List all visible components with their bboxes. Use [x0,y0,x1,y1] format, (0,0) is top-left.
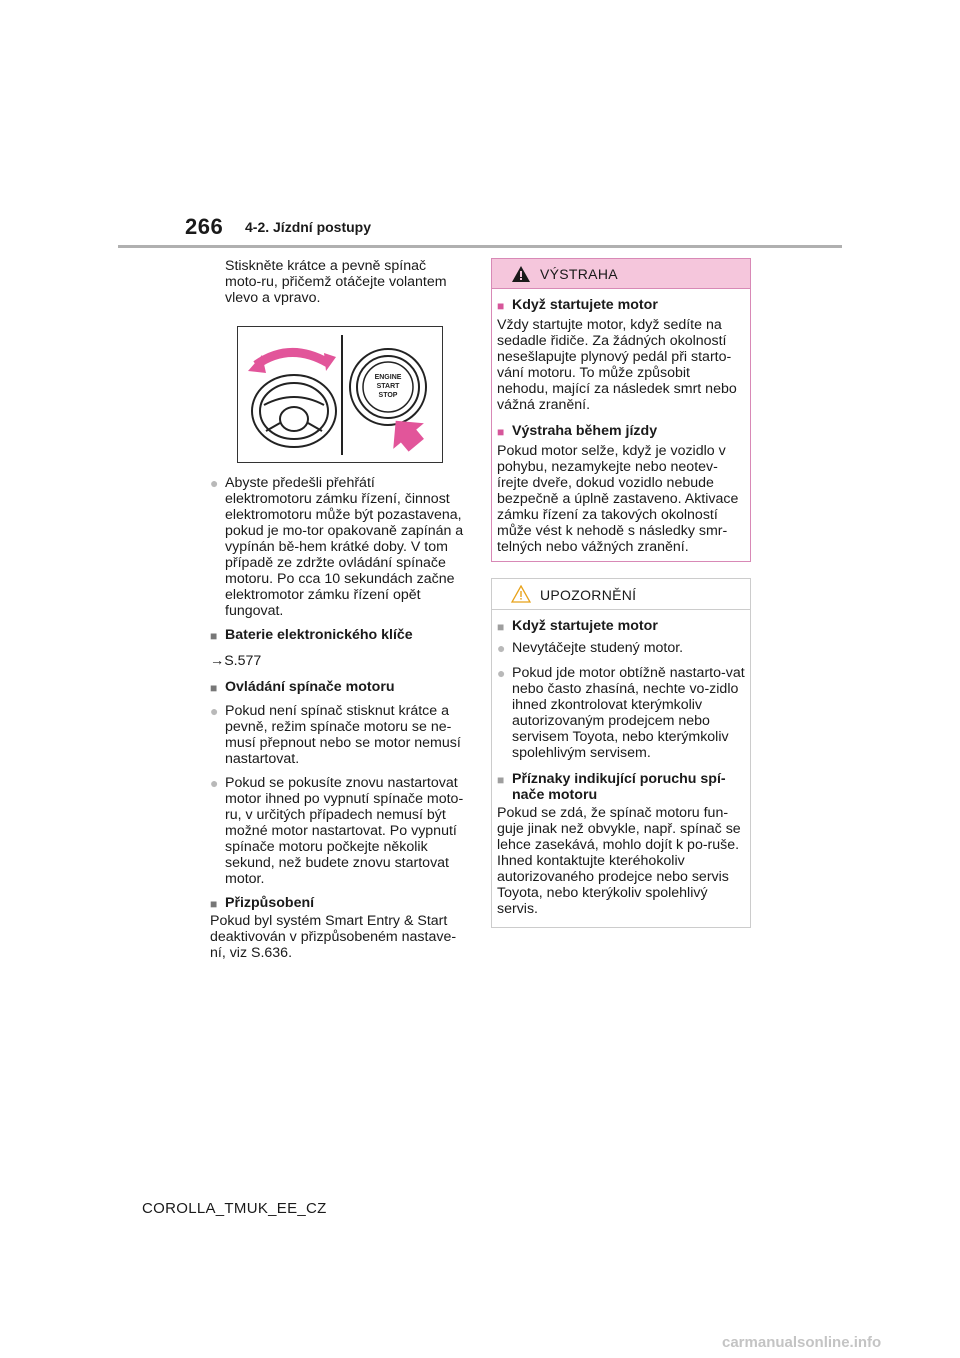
stop-label: STOP [378,392,398,399]
square-icon: ■ [497,620,505,634]
warning-header [492,259,750,289]
caution-heading: Když startujete motor [512,618,658,634]
list-item [497,618,745,634]
caution-title: UPOZORNĚNÍ [540,587,637,603]
operation-heading: Ovládání spínače motoru [225,679,395,695]
square-icon: ■ [210,681,218,695]
page-number: 266 [185,214,224,239]
battery-ref-text: →S.577 [210,653,262,669]
bullet-text: Abyste předešli přehřátí elektromotoru zámku řízení, činnost elektromotoru může být pozastavena, pokud je mo-tor opakovaně zapínán a vypínán bě-hem krátké doby. V tom případě ze zdržte ovládání spínače motoru. Po cca 10 sekundách začne elektromotor zámku řízení opět fungovat. [225,475,464,619]
list-item [497,640,745,656]
custom-text: Pokud byl systém Smart Entry & Start deaktivován v přizpůsobeném nastave-ní, viz S.636. [210,913,457,961]
left-column [210,258,465,961]
caution-heading: Příznaky indikující poruchu spí-nače motoru [512,771,726,803]
bullet-text: Pokud se pokusíte znovu nastartovat motor ihned po vypnutí spínače moto-ru, v určitých případech nemusí být možné motor nastartovat. Po vypnutí spínače motoru počkejte několik sekund, než budete znovu startovat motor. [225,775,464,887]
warning-text: Vždy startujte motor, když sedíte na sedadle řidiče. Za žádných okolností nesešlapujte plynový pedál při starto-vání motoru. To může způsobit nehodu, mající za následek smrt nebo vážná zranění. [497,317,737,413]
list-item [210,627,465,643]
rotate-arrow-icon [256,352,328,365]
warning-title: VÝSTRAHA [540,266,618,282]
square-icon: ■ [210,897,218,911]
warning-heading: Když startujete motor [512,297,658,313]
footer-model-code: COROLLA_TMUK_EE_CZ [142,1200,327,1217]
bullet-text: Pokud není spínač stisknut krátce a pevně, režim spínače motoru se ne-musí přepnout nebo se motor nemusí nastartovat. [225,703,461,767]
warning-heading: Výstraha během jízdy [512,423,658,439]
watermark: carmanualsonline.info [722,1334,882,1351]
section-title: 4-2. Jízdní postupy [245,219,372,235]
list-item [497,771,745,803]
list-item [210,703,465,767]
start-label: START [376,383,400,390]
bullet-icon: ● [210,475,219,491]
square-icon: ■ [497,299,505,313]
square-icon: ■ [210,629,218,643]
bullet-icon: ● [497,665,506,681]
intro-text: Stiskněte krátce a pevně spínač moto-ru, přičemž otáčejte volantem vlevo a vpravo. [225,258,447,306]
header-rule [118,245,842,248]
steering-wheel-icon [252,375,336,447]
custom-heading: Přizpůsobení [225,895,315,911]
list-item [210,775,465,887]
engine-start-button-icon [350,349,426,425]
caution-text: Pokud se zdá, že spínač motoru fun-guje jinak než obvykle, např. spínač se lehce zasekává, mohlo dojít k po-ruše. Ihned kontaktujte kteréhokoliv autorizovaného prodejce nebo servis Toyota, nebo kterýkoliv spolehlivý servis. [497,805,741,917]
battery-ref[interactable] [210,653,465,669]
caution-bullet-text: Nevytáčejte studený motor. [512,640,684,656]
press-arrow-icon [380,408,431,458]
steering-start-figure [237,326,443,463]
caution-box [491,578,751,928]
caution-bullet-text: Pokud jde motor obtížně nastarto-vat nebo často zhasíná, nechte vo-zidlo ihned zkontrolovat kterýmkoliv autorizovaným prodejcem nebo servisem Toyota, nebo kterýmkoliv spolehlivým servisem. [512,665,745,761]
warning-text: Pokud motor selže, když je vozidlo v pohybu, nezamykejte nebo neotev-írejte dveře, dokud vozidlo nebude bezpečně a úplně zastaveno. Aktivace zámku řízení za takových okolností může vést k nehodě s následky smr-telných nebo vážných zranění. [497,443,739,555]
list-item [210,475,465,619]
bullet-icon: ● [497,640,506,656]
engine-label: ENGINE [374,374,402,381]
warning-box [491,258,751,562]
bullet-icon: ● [210,703,219,719]
square-icon: ■ [497,773,505,787]
warning-triangle-icon [511,265,531,283]
bullet-icon: ● [210,775,219,791]
list-item [497,297,745,313]
list-item [497,423,745,439]
list-item [210,679,465,695]
caution-triangle-icon [511,585,531,603]
list-item [210,895,465,911]
caution-header [492,579,750,610]
battery-heading: Baterie elektronického klíče [225,627,413,643]
list-item [497,665,745,761]
square-icon: ■ [497,425,505,439]
